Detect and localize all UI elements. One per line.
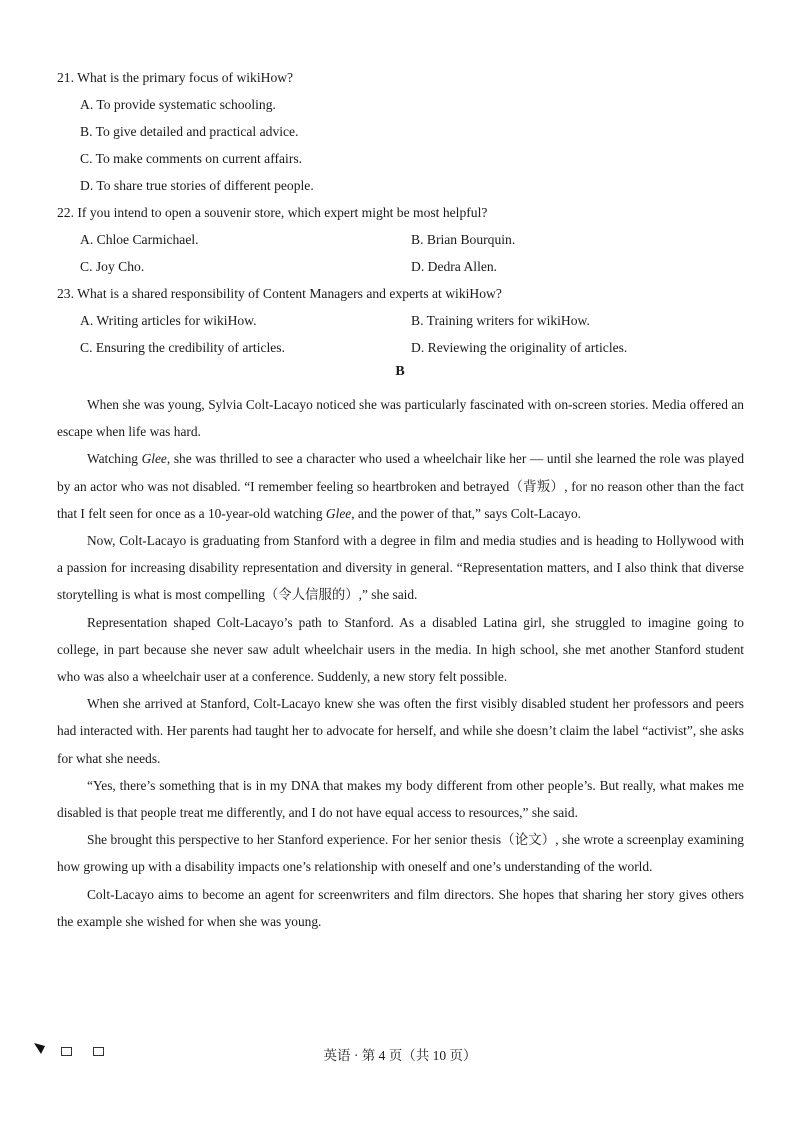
option-label: A. xyxy=(80,97,94,112)
option-label: B. xyxy=(411,232,424,247)
paragraph-7: She brought this perspective to her Stanford experience. For her senior thesis（论文）, she wrote a screenplay examining how growing up with a disability impacts one’s relationship with oneself and one’s understanding of the world. xyxy=(57,832,744,875)
option-label: A. xyxy=(80,313,94,328)
option-label: D. xyxy=(411,340,425,355)
paragraph-3: Now, Colt-Lacayo is graduating from Stanford with a degree in film and media studies and is heading to Hollywood with a passion for increasing disability representation and diversity in general. “Representation matters, and I also think that diverse storytelling is what is most compelling（令人信服的）,” she said. xyxy=(57,533,744,603)
paragraph-2-part-c: , and the power of that,” says Colt-Lacayo. xyxy=(351,505,582,521)
question-text: What is the primary focus of wikiHow? xyxy=(77,70,294,85)
option-text: Chloe Carmichael. xyxy=(96,232,199,247)
question-number: 21. xyxy=(57,70,74,85)
option-22-b[interactable] xyxy=(411,231,515,249)
option-text: Brian Bourquin. xyxy=(426,232,516,247)
option-label: D. xyxy=(80,178,94,193)
paragraph-4: Representation shaped Colt-Lacayo’s path to Stanford. As a disabled Latina girl, she struggled to imagine going to college, in part because she never saw adult wheelchair users in the media. In high school, she met another Stanford student who was also a wheelchair user at a conference. Suddenly, a new story felt possible. xyxy=(57,614,744,685)
option-label: B. xyxy=(411,313,424,328)
paragraph-6: “Yes, there’s something that is in my DNA that makes my body different from other people’s. But really, what makes me disabled is that people treat me differently, and I do not have equal access to resources,” she said. xyxy=(57,777,744,821)
option-label: C. xyxy=(80,340,93,355)
option-text: To make comments on current affairs. xyxy=(95,151,303,166)
option-label: B. xyxy=(80,124,93,139)
question-23 xyxy=(57,285,502,303)
option-22-c[interactable] xyxy=(80,258,144,276)
page-footer: 英语 · 第 4 页（共 10 页） xyxy=(323,1048,477,1063)
option-label: C. xyxy=(80,259,93,274)
option-23-a[interactable] xyxy=(80,312,257,330)
option-label: C. xyxy=(80,151,93,166)
paragraph-2-part-b: , she was thrilled to see a character who used a wheelchair like her — until she learned the role was played by an actor who was not disabled. “I remember feeling so heartbroken and betrayed（背叛）, for no reason other than the fact that I felt seen for once as a 10-year-old watching xyxy=(57,451,745,521)
option-text: Training writers for wikiHow. xyxy=(426,313,590,328)
option-text: To share true stories of different people. xyxy=(96,178,314,193)
paragraph-2-part-a: Watching xyxy=(87,451,142,467)
question-text: What is a shared responsibility of Content Managers and experts at wikiHow? xyxy=(77,286,502,301)
question-text: If you intend to open a souvenir store, which expert might be most helpful? xyxy=(77,205,488,220)
option-23-b[interactable] xyxy=(411,312,590,330)
question-number: 23. xyxy=(57,286,74,301)
option-text: Dedra Allen. xyxy=(427,259,498,274)
option-text: Joy Cho. xyxy=(95,259,145,274)
option-label: A. xyxy=(80,232,94,247)
option-21-d[interactable] xyxy=(80,177,314,195)
option-label: D. xyxy=(411,259,425,274)
option-22-a[interactable] xyxy=(80,231,199,249)
option-text: Writing articles for wikiHow. xyxy=(96,313,257,328)
paragraph-8: Colt-Lacayo aims to become an agent for screenwriters and film directors. She hopes that sharing her story gives others the example she wished for when she was young. xyxy=(57,886,744,929)
paragraph-1: When she was young, Sylvia Colt-Lacayo noticed she was particularly fascinated with on-screen stories. Media offered an escape when life was hard. xyxy=(57,397,744,440)
show-title: Glee xyxy=(141,451,167,467)
option-21-c[interactable] xyxy=(80,150,302,168)
paragraph-5: When she arrived at Stanford, Colt-Lacayo knew she was often the first visibly disabled student her professors and peers had interacted with. Her parents had taught her to advocate for herself, and while she doesn’t claim the label “activist”, she asks for what she needs. xyxy=(57,696,744,766)
show-title: Glee xyxy=(325,505,352,521)
section-heading: B xyxy=(395,364,405,379)
reading-passage xyxy=(57,391,744,935)
question-21 xyxy=(57,69,293,87)
option-23-d[interactable] xyxy=(411,339,627,357)
option-text: To provide systematic schooling. xyxy=(96,97,276,112)
option-text: Reviewing the originality of articles. xyxy=(427,340,628,355)
option-22-d[interactable] xyxy=(411,258,497,276)
question-number: 22. xyxy=(57,205,74,220)
option-23-c[interactable] xyxy=(80,339,285,357)
option-21-a[interactable] xyxy=(80,96,276,114)
option-text: Ensuring the credibility of articles. xyxy=(95,340,285,355)
paragraph-2 xyxy=(57,445,744,527)
option-text: To give detailed and practical advice. xyxy=(95,124,299,139)
option-21-b[interactable] xyxy=(80,123,298,141)
question-22 xyxy=(57,204,487,222)
